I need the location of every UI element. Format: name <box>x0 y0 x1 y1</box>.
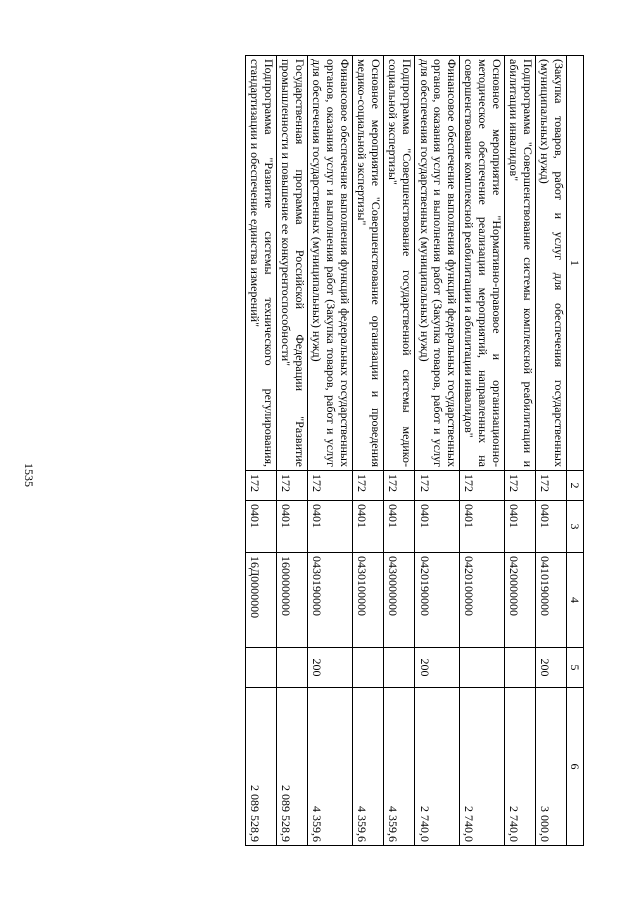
cell-expense-type <box>245 648 276 688</box>
cell-code: 172 <box>276 471 307 501</box>
table-row <box>245 56 276 846</box>
cell-target-article: 0430190000 <box>307 553 352 648</box>
table-row <box>415 56 460 846</box>
cell-code: 172 <box>352 471 383 501</box>
column-header-2: 2 <box>567 471 584 501</box>
cell-code: 172 <box>504 471 535 501</box>
cell-section: 0401 <box>352 501 383 553</box>
cell-target-article: 1600000000 <box>276 553 307 648</box>
cell-expense-type <box>352 648 383 688</box>
table-row <box>535 56 566 846</box>
row-name: Основное мероприятие "Нормативно-правовое и организационно-методическое обеспечение реализации мероприятий, направленных на совершенствование комплексной реабилитации и абилитации инвалидов" <box>459 56 504 471</box>
cell-expense-type <box>459 648 504 688</box>
table-row <box>459 56 504 846</box>
column-header-5: 5 <box>567 648 584 688</box>
column-header-1: 1 <box>567 56 584 471</box>
cell-expense-type <box>504 648 535 688</box>
cell-amount: 2 740,0 <box>504 688 535 846</box>
row-name: Подпрограмма "Совершенствование системы комплексной реабилитации и абилитации инвалидов" <box>504 56 535 471</box>
cell-section: 0401 <box>307 501 352 553</box>
cell-section: 0401 <box>245 501 276 553</box>
row-name: Подпрограмма "Развитие системы технического регулирования, стандартизации и обеспечение единства измерений" <box>245 56 276 471</box>
cell-expense-type <box>383 648 414 688</box>
table-row <box>504 56 535 846</box>
page-number: 1535 <box>22 463 36 487</box>
cell-section: 0401 <box>504 501 535 553</box>
table-row <box>383 56 414 846</box>
table-row <box>307 56 352 846</box>
cell-amount: 2 089 528,9 <box>245 688 276 846</box>
cell-section: 0401 <box>415 501 460 553</box>
table-row <box>276 56 307 846</box>
cell-code: 172 <box>459 471 504 501</box>
cell-target-article: 0420190000 <box>415 553 460 648</box>
budget-table <box>245 55 584 846</box>
cell-expense-type: 200 <box>307 648 352 688</box>
cell-amount: 2 740,0 <box>459 688 504 846</box>
cell-amount: 2 089 528,9 <box>276 688 307 846</box>
cell-target-article: 0420100000 <box>459 553 504 648</box>
cell-target-article: 0430100000 <box>352 553 383 648</box>
cell-amount: 4 359,6 <box>307 688 352 846</box>
cell-code: 172 <box>245 471 276 501</box>
row-name: Основное мероприятие "Совершенствование организации и проведения медико-социальной экспертизы" <box>352 56 383 471</box>
header-row <box>567 56 584 846</box>
row-name: Финансовое обеспечение выполнения функций федеральных государственных органов, оказания услуг и выполнения работ (Закупка товаров, работ и услуг для обеспечения государственных (муниципальных) нужд) <box>307 56 352 471</box>
cell-code: 172 <box>535 471 566 501</box>
column-header-4: 4 <box>567 553 584 648</box>
cell-section: 0401 <box>383 501 414 553</box>
table-row <box>352 56 383 846</box>
column-header-6: 6 <box>567 688 584 846</box>
cell-target-article: 0420000000 <box>504 553 535 648</box>
cell-code: 172 <box>415 471 460 501</box>
cell-section: 0401 <box>459 501 504 553</box>
column-header-3: 3 <box>567 501 584 553</box>
cell-section: 0401 <box>535 501 566 553</box>
cell-amount: 4 359,6 <box>383 688 414 846</box>
cell-section: 0401 <box>276 501 307 553</box>
cell-amount: 3 000,0 <box>535 688 566 846</box>
cell-target-article: 0430000000 <box>383 553 414 648</box>
cell-amount: 4 359,6 <box>352 688 383 846</box>
cell-target-article: 0410190000 <box>535 553 566 648</box>
cell-expense-type <box>276 648 307 688</box>
cell-target-article: 16Д0000000 <box>245 553 276 648</box>
row-name: Подпрограмма "Совершенствование государственной системы медико-социальной экспертизы" <box>383 56 414 471</box>
row-name: Государственная программа Российской Федерации "Развитие промышленности и повышение ее конкурентоспособности" <box>276 56 307 471</box>
row-name: (Закупка товаров, работ и услуг для обеспечения государственных (муниципальных) нужд) <box>535 56 566 471</box>
cell-expense-type: 200 <box>415 648 460 688</box>
cell-expense-type: 200 <box>535 648 566 688</box>
cell-code: 172 <box>307 471 352 501</box>
cell-code: 172 <box>383 471 414 501</box>
cell-amount: 2 740,0 <box>415 688 460 846</box>
row-name: Финансовое обеспечение выполнения функций федеральных государственных органов, оказания услуг и выполнения работ (Закупка товаров, работ и услуг для обеспечения государственных (муниципальных) нужд) <box>415 56 460 471</box>
